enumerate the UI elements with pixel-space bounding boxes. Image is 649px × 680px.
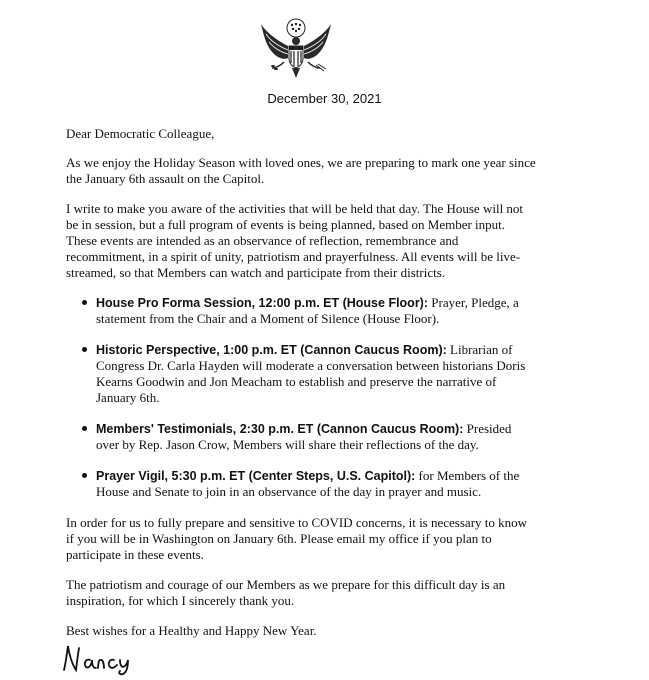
event-heading: Members' Testimonials, 2:30 p.m. ET (Cannon Caucus Room): bbox=[96, 422, 464, 436]
paragraph: Best wishes for a Healthy and Happy New Year. bbox=[66, 623, 317, 638]
event-item bbox=[66, 342, 536, 406]
event-heading: Historic Perspective, 1:00 p.m. ET (Cannon Caucus Room): bbox=[96, 343, 447, 357]
event-item bbox=[66, 421, 536, 453]
event-detail: Librarian of Congress Dr. Carla Hayden will moderate a conversation between historians Doris Kearns Goodwin and Jon Meacham to establish and preserve the narrative of January 6th. bbox=[96, 342, 526, 405]
eagle-seal-icon bbox=[258, 16, 334, 86]
paragraph: The patriotism and courage of our Members as we prepare for this difficult day is an inspiration, for which I sincerely thank you. bbox=[66, 577, 506, 608]
event-heading: House Pro Forma Session, 12:00 p.m. ET (House Floor): bbox=[96, 296, 429, 310]
letter-date: December 30, 2021 bbox=[267, 91, 382, 106]
signature bbox=[60, 640, 150, 676]
paragraph: I write to make you aware of the activities that will be held that day. The House will not be in session, but a full program of events is being planned, based on Member input. These events are intended as an observance of reflection, remembrance and recommitment, in a spirit of unity, patriotism and prayerfulness. All events will be live-streamed, so that Members can watch and participate from their districts. bbox=[66, 201, 524, 280]
event-detail: Presided over by Rep. Jason Crow, Members will share their reflections of the day. bbox=[96, 421, 512, 452]
paragraph: As we enjoy the Holiday Season with loved ones, we are preparing to mark one year since the January 6th assault on the Capitol. bbox=[66, 155, 536, 186]
event-list bbox=[66, 295, 536, 500]
letter-body bbox=[66, 126, 536, 653]
event-detail: for Members of the House and Senate to join in an observance of the day in prayer and music. bbox=[96, 468, 520, 499]
event-detail: Prayer, Pledge, a statement from the Chair and a Moment of Silence (House Floor). bbox=[96, 295, 519, 326]
event-item bbox=[66, 468, 536, 500]
salutation: Dear Democratic Colleague, bbox=[66, 126, 215, 141]
paragraph: In order for us to fully prepare and sensitive to COVID concerns, it is necessary to know if you will be in Washington on January 6th. Please email my office if you plan to participate in these events. bbox=[66, 515, 528, 562]
event-item bbox=[66, 295, 536, 327]
event-heading: Prayer Vigil, 5:30 p.m. ET (Center Steps, U.S. Capitol): bbox=[96, 469, 416, 483]
